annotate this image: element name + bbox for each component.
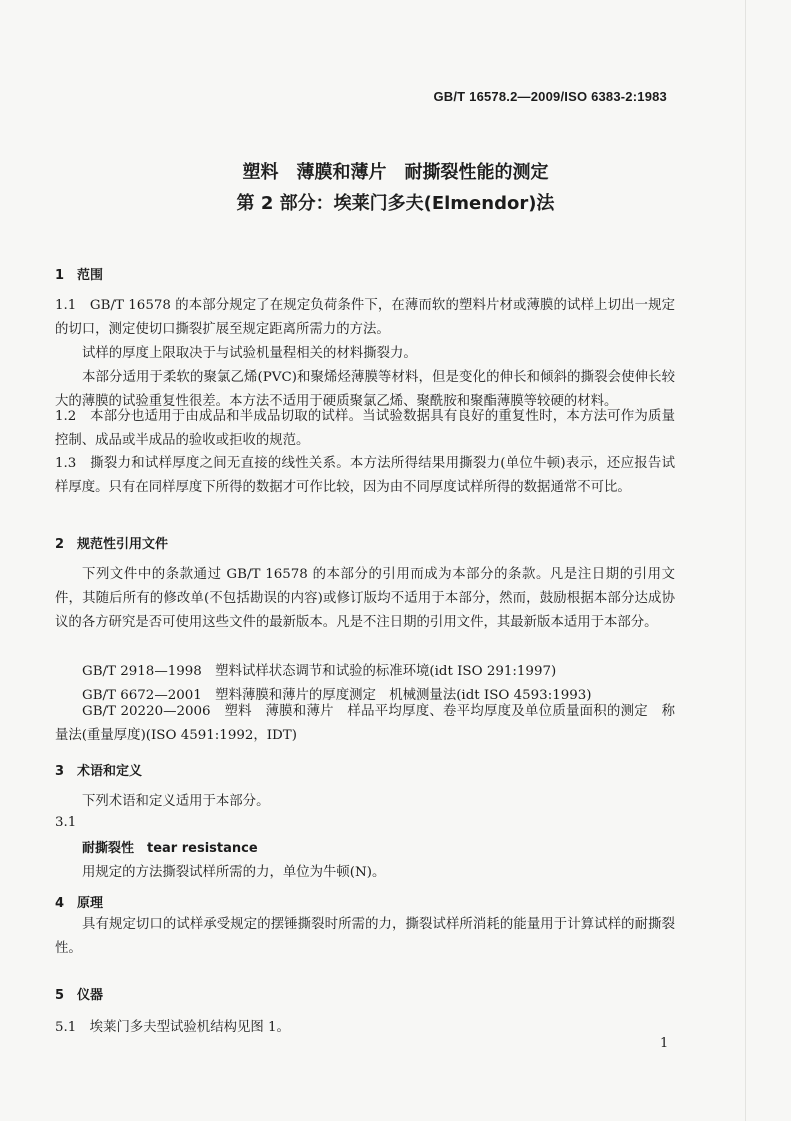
section-2-heading: 2 规范性引用文件 (55, 537, 169, 552)
clause-1-2: 1.2 本部分也适用于由成品和半成品切取的试样。当试验数据具有良好的重复性时，本方法可作为质量控制、成品或半成品的验收或拒收的规范。 (55, 409, 675, 448)
term-tear-resistance: 耐撕裂性 tear resistance (82, 841, 258, 856)
clause-1-1-applicability: 本部分适用于柔软的聚氯乙烯(PVC)和聚烯烃薄膜等材料，但是变化的伸长和倾斜的撕裂会使伸长较大的薄膜的试验重复性很差。本方法不适用于硬质聚氯乙烯、聚酰胺和聚酯薄膜等较硬的材料。 (55, 370, 675, 409)
term-definition: 用规定的方法撕裂试样所需的力，单位为牛顿(N)。 (82, 865, 386, 880)
clause-1-3: 1.3 撕裂力和试样厚度之间无直接的线性关系。本方法所得结果用撕裂力(单位牛顿)表示，还应报告试样厚度。只有在同样厚度下所得的数据才可作比较，因为由不同厚度试样所得的数据通常不可比。 (55, 456, 675, 495)
section-2-intro: 下列文件中的条款通过 GB/T 16578 的本部分的引用而成为本部分的条款。凡是注日期的引用文件，其随后所有的修改单(不包括勘误的内容)或修订版均不适用于本部分，然而，鼓励根据本部分达成协议的各方研究是否可使用这些文件的最新版本。凡是不注日期的引用文件，其最新版本适用于本部分。 (55, 567, 675, 630)
section-4-text: 具有规定切口的试样承受规定的摆锤撕裂时所需的力，撕裂试样所消耗的能量用于计算试样的耐撕裂性。 (55, 917, 675, 956)
section-1-heading: 1 范围 (55, 268, 104, 283)
document-subtitle: 第 2 部分：埃莱门多夫(Elmendor)法 (236, 193, 555, 214)
clause-1-1: 1.1 GB/T 16578 的本部分规定了在规定负荷条件下，在薄而软的塑料片材或薄膜的试样上切出一规定的切口，测定使切口撕裂扩展至规定距离所需力的方法。 (55, 298, 675, 337)
section-4-heading: 4 原理 (55, 896, 104, 911)
page-number: 1 (660, 1036, 669, 1051)
clause-1-1-thickness: 试样的厚度上限取决于与试验机量程相关的材料撕裂力。 (82, 346, 417, 361)
reference-1: GB/T 2918—1998 塑料试样状态调节和试验的标准环境(idt ISO 291:1997) (82, 664, 557, 679)
document-title: 塑料 薄膜和薄片 耐撕裂性能的测定 (242, 162, 549, 183)
clause-5-1: 5.1 埃莱门多夫型试验机结构见图 1。 (55, 1020, 290, 1035)
section-3-intro: 下列术语和定义适用于本部分。 (82, 794, 270, 809)
reference-3: GB/T 20220—2006 塑料 薄膜和薄片 样品平均厚度、卷平均厚度及单位质量面积的测定 称量法(重量厚度)(ISO 4591:1992，IDT) (55, 704, 675, 743)
clause-3-1-number: 3.1 (55, 815, 77, 830)
section-5-heading: 5 仪器 (55, 988, 104, 1003)
reference-2: GB/T 6672—2001 塑料薄膜和薄片的厚度测定 机械测量法(idt ISO 4593:1993) (82, 688, 592, 703)
section-3-heading: 3 术语和定义 (55, 764, 143, 779)
standard-code: GB/T 16578.2—2009/ISO 6383-2:1983 (433, 89, 667, 104)
